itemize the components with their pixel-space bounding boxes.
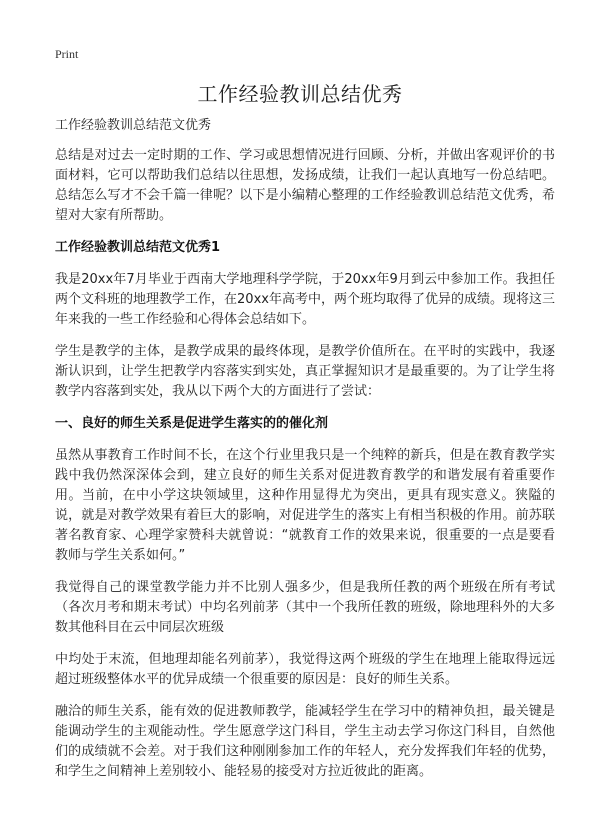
document-title: 工作经验教训总结优秀 — [197, 82, 403, 106]
document-subtitle: 工作经验教训总结范文优秀 — [55, 118, 212, 133]
subheading-1: 一、良好的师生关系是促进学生落实的的催化剂 — [55, 416, 329, 431]
paragraph-3: 虽然从事教育工作时间不长，在这个行业里我只是一个纯粹的新兵，但是在教育教学实践中我仍然深深体会到，建立良好的师生关系对促进教育教学的和谐发展有着重要作用。当前，在中小学这块领域里，这种作用显得尤为突出，更具有现实意义。狭隘的说，就是对教学效果有着巨大的影响，对促进学生的落实上有相当积极的作用。前苏联著名教育家、心理学家赞科夫就曾说：“就教育工作的效果来说，很重要的一点是要看教师与学生关系如何。” — [55, 448, 555, 563]
intro-paragraph: 总结是对过去一定时期的工作、学习或思想情况进行回顾、分析，并做出客观评价的书面材料，它可以帮助我们总结以往思想，发扬成绩，让我们一起认真地写一份总结吧。总结怎么写才不会千篇一律呢？以下是小编精心整理的工作经验教训总结范文优秀，希望对大家有所帮助。 — [55, 148, 555, 223]
document-body — [55, 116, 555, 794]
paragraph-1: 我是20xx年7月毕业于西南大学地理科学学院，于20xx年9月到云中参加工作。我担任两个文科班的地理教学工作，在20xx年高考中，两个班均取得了优异的成绩。现将这三年来我的一些工作经验和心得体会总结如下。 — [55, 272, 555, 327]
section-heading-1: 工作经验教训总结范文优秀1 — [55, 240, 221, 255]
print-link[interactable]: Print — [55, 47, 79, 61]
paragraph-6: 融洽的师生关系，能有效的促进教师教学，能减轻学生在学习中的精神负担，最关键是能调动学生的主观能动性。学生愿意学这门科目，学生主动去学习你这门科目，自然他们的成绩就不会差。对于我们这种刚刚参加工作的年轻人，充分发挥我们年轻的优势，和学生之间精神上差别较小、能轻易的接受对方拉近彼此的距离。 — [55, 704, 555, 779]
paragraph-5: 中均处于末流，但地理却能名列前茅），我觉得这两个班级的学生在地理上能取得远远超过班级整体水平的优异成绩一个很重要的原因是：良好的师生关系。 — [55, 652, 555, 687]
paragraph-4: 我觉得自己的课堂教学能力并不比别人强多少，但是我所任教的两个班级在所有考试（各次月考和期末考试）中均名列前茅（其中一个我所任教的班级，除地理科外的大多数其他科目在云中同层次班级 — [55, 580, 555, 635]
paragraph-2: 学生是教学的主体，是教学成果的最终体现，是教学价值所在。在平时的实践中，我逐渐认识到，让学生把教学内容落实到实处，真正掌握知识才是最重要的。为了让学生将教学内容落到实处，我从以下两个大的方面进行了尝试： — [55, 344, 555, 399]
